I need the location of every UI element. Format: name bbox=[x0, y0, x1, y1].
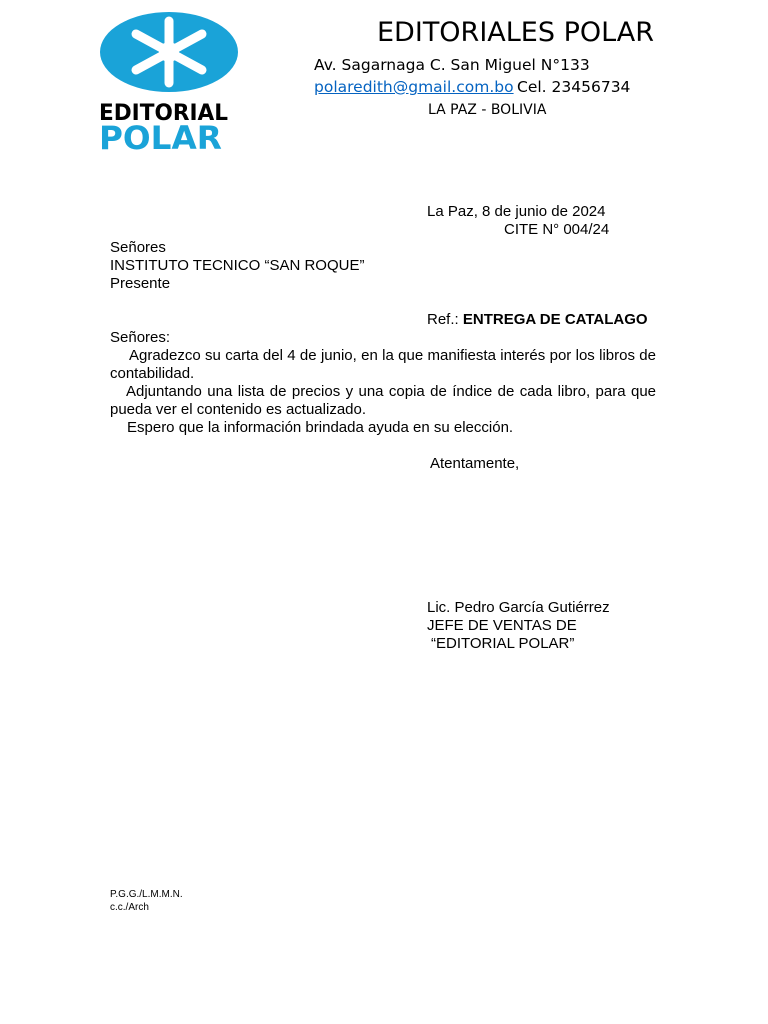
logo-text-editorial: EDITORIAL bbox=[99, 100, 228, 126]
reference-label: Ref.: bbox=[427, 311, 459, 328]
signer-name: Lic. Pedro García Gutiérrez bbox=[427, 599, 610, 616]
company-phone: Cel. 23456734 bbox=[517, 78, 631, 96]
footer-initials: P.G.G./L.M.M.N. bbox=[110, 889, 183, 900]
reference-value: ENTREGA DE CATALAGO bbox=[462, 311, 648, 328]
body-paragraph-2: Adjuntando una lista de precios y una copia de índice de cada libro, para que pueda ver el contenido es actualizado. bbox=[110, 383, 656, 418]
recipient-greeting: Señores bbox=[110, 239, 166, 256]
company-email-link[interactable]: polaredith@gmail.com.bo bbox=[314, 78, 514, 96]
salutation: Señores: bbox=[110, 329, 171, 346]
recipient-presente: Presente bbox=[110, 275, 171, 292]
signer-title: JEFE DE VENTAS DE bbox=[427, 617, 577, 634]
company-title: EDITORIALES POLAR bbox=[377, 17, 655, 48]
snowflake-logo-icon bbox=[99, 11, 241, 101]
body-paragraph-1: Agradezco su carta del 4 de junio, en la que manifiesta interés por los libros de contabilidad. bbox=[110, 347, 656, 382]
signer-company: “EDITORIAL POLAR” bbox=[431, 635, 575, 652]
reference-line bbox=[427, 311, 648, 329]
company-logo bbox=[99, 11, 241, 157]
closing: Atentamente, bbox=[430, 455, 520, 472]
logo-text-polar: POLAR bbox=[99, 119, 222, 157]
body-paragraph-3: Espero que la información brindada ayuda en su elección. bbox=[127, 419, 514, 436]
recipient-institution: INSTITUTO TECNICO “SAN ROQUE” bbox=[110, 257, 365, 274]
footer-copy: c.c./Arch bbox=[110, 902, 149, 913]
company-address: Av. Sagarnaga C. San Miguel N°133 bbox=[314, 56, 590, 74]
letter-cite: CITE N° 004/24 bbox=[504, 221, 610, 238]
company-city: LA PAZ - BOLIVIA bbox=[428, 102, 547, 118]
letter-date: La Paz, 8 de junio de 2024 bbox=[427, 203, 606, 220]
